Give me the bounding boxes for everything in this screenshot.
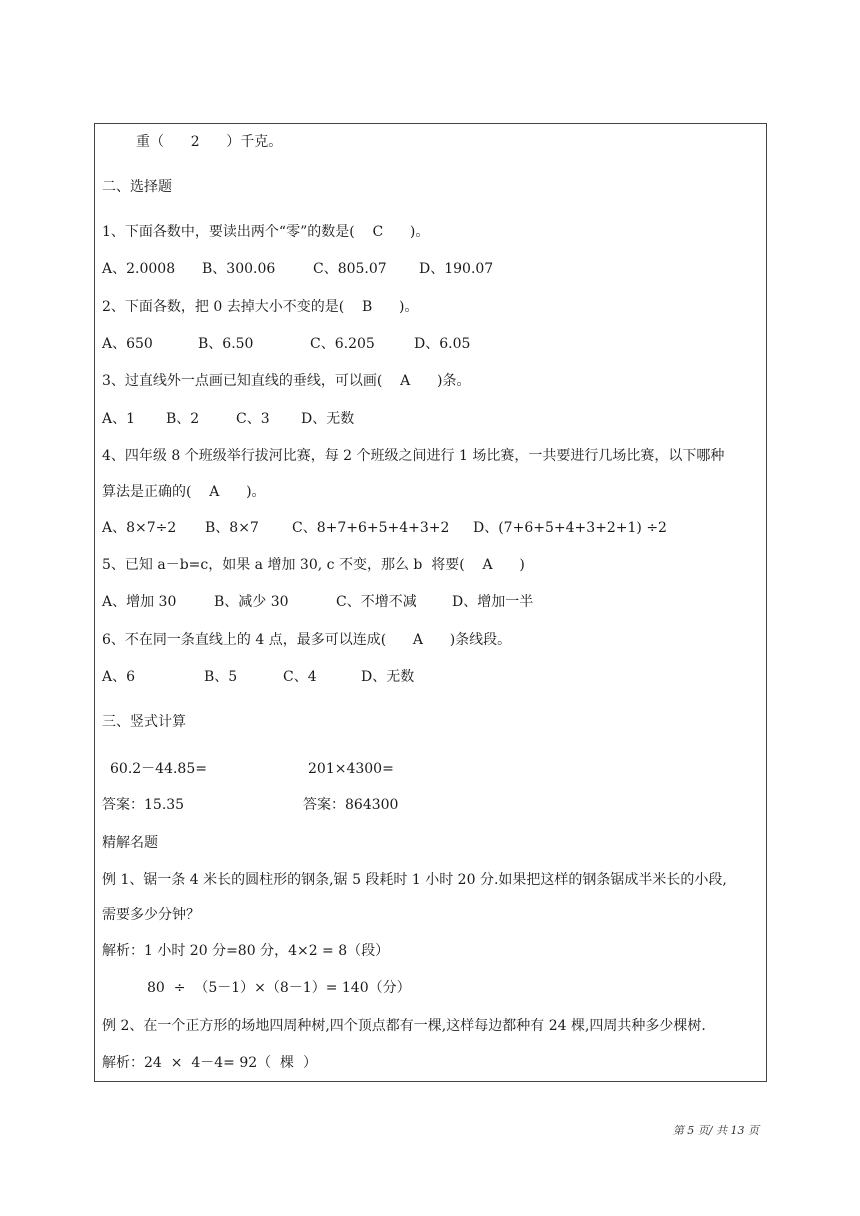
q5-question: 5、已知 a－b=c，如果 a 增加 30, c 不变，那么 b 将要( A ) <box>102 557 525 573</box>
q4-option-a: A、8×7÷2 <box>102 520 177 536</box>
calc-expr-1: 60.2－44.85= <box>110 761 207 777</box>
calc-answer-2: 答案：864300 <box>303 797 399 813</box>
q4-question-line2: 算法是正确的( A )。 <box>102 484 266 500</box>
q3-question: 3、过直线外一点画已知直线的垂线，可以画( A )条。 <box>102 373 471 389</box>
q3-option-d: D、无数 <box>301 411 355 427</box>
example1-analysis1: 解析：1 小时 20 分=80 分，4×2 = 8（段） <box>102 943 390 959</box>
q4-option-d: D、(7+6+5+4+3+2+1) ÷2 <box>473 520 667 536</box>
q3-option-c: C、3 <box>236 411 270 427</box>
example1-line2: 需要多少分钟？ <box>102 907 200 923</box>
q3-option-a: A、1 <box>102 411 136 427</box>
q6-question: 6、不在同一条直线上的 4 点，最多可以连成( A )条线段。 <box>102 632 512 648</box>
example1-analysis2: 80 ÷ （5－1）×（8－1）= 140（分） <box>147 980 411 996</box>
calc-expr-2: 201×4300= <box>308 761 394 777</box>
q6-option-a: A、6 <box>102 669 136 685</box>
page-footer: 第 5 页/ 共 13 页 <box>672 1124 759 1137</box>
calc-answer-1: 答案：15.35 <box>102 797 185 813</box>
q2-question: 2、下面各数，把 0 去掉大小不变的是( B )。 <box>102 299 419 315</box>
q2-option-a: A、650 <box>102 336 153 352</box>
example2-analysis: 解析：24 × 4－4= 92（ 棵 ） <box>102 1055 317 1071</box>
q2-option-c: C、6.205 <box>310 336 375 352</box>
q1-question: 1、下面各数中，要读出两个“零”的数是( C )。 <box>102 224 430 240</box>
q5-option-b: B、减少 30 <box>214 594 289 610</box>
q5-option-d: D、增加一半 <box>452 594 534 610</box>
example2-line1: 例 2、在一个正方形的场地四周种树,四个顶点都有一棵,这样每边都种有 24 棵,四周共种多少棵树. <box>102 1018 706 1034</box>
q4-question-line1: 4、四年级 8 个班级举行拔河比赛，每 2 个班级之间进行 1 场比赛，一共要进行几场比赛，以下哪种 <box>102 448 725 464</box>
section3-title: 三、竖式计算 <box>102 714 186 730</box>
q2-option-b: B、6.50 <box>198 336 254 352</box>
q1-option-b: B、300.06 <box>202 261 276 277</box>
famous-problems-title: 精解名题 <box>102 835 158 851</box>
q4-option-c: C、8+7+6+5+4+3+2 <box>292 520 450 536</box>
q4-option-b: B、8×7 <box>205 520 259 536</box>
example1-line1: 例 1、锯一条 4 米长的圆柱形的钢条,锯 5 段耗时 1 小时 20 分.如果把这样的钢条锯成半米长的小段, <box>102 872 727 888</box>
q5-option-a: A、增加 30 <box>102 594 177 610</box>
q6-option-b: B、5 <box>204 669 238 685</box>
section2-title: 二、选择题 <box>102 179 172 195</box>
q1-option-d: D、190.07 <box>419 261 494 277</box>
q6-option-c: C、4 <box>283 669 317 685</box>
q3-option-b: B、2 <box>166 411 200 427</box>
top-line: 重（ 2 ）千克。 <box>136 134 283 150</box>
q1-option-c: C、805.07 <box>313 261 387 277</box>
q5-option-c: C、不增不减 <box>336 594 417 610</box>
q1-option-a: A、2.0008 <box>102 261 176 277</box>
q2-option-d: D、6.05 <box>414 336 471 352</box>
q6-option-d: D、无数 <box>361 669 415 685</box>
